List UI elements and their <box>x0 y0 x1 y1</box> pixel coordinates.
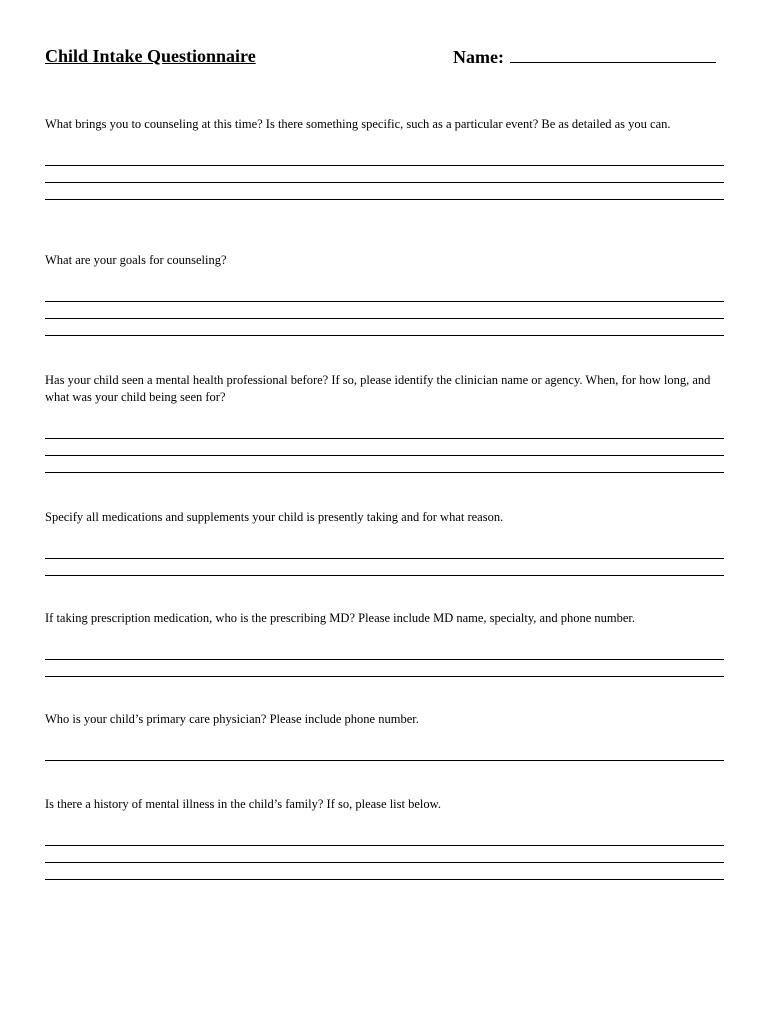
answer-area[interactable] <box>45 422 725 473</box>
document-header <box>45 46 725 74</box>
answer-line[interactable] <box>45 302 724 319</box>
answer-line[interactable] <box>45 660 724 677</box>
question-medications <box>45 509 725 576</box>
answer-area[interactable] <box>45 829 725 880</box>
answer-area[interactable] <box>45 744 725 761</box>
answer-line[interactable] <box>45 149 724 166</box>
answer-area[interactable] <box>45 285 725 336</box>
question-previous-professional <box>45 372 725 473</box>
question-text: If taking prescription medication, who is the prescribing MD? Please include MD name, specialty, and phone number. <box>45 611 636 625</box>
answer-line[interactable] <box>45 319 724 336</box>
question-text: Is there a history of mental illness in the child’s family? If so, please list below. <box>45 797 441 811</box>
answer-line[interactable] <box>45 439 724 456</box>
question-text: Has your child seen a mental health professional before? If so, please identify the clinician name or agency. When, for how long, and what was your child being seen for? <box>45 373 711 404</box>
document-title: Child Intake Questionnaire <box>45 46 256 66</box>
answer-line[interactable] <box>45 559 724 576</box>
question-reason-for-counseling <box>45 116 725 200</box>
answer-line[interactable] <box>45 183 724 200</box>
answer-area[interactable] <box>45 542 725 576</box>
question-primary-care <box>45 711 725 761</box>
question-text: Who is your child’s primary care physician? Please include phone number. <box>45 712 419 726</box>
answer-line[interactable] <box>45 542 724 559</box>
name-field[interactable] <box>453 46 716 68</box>
answer-line[interactable] <box>45 285 724 302</box>
answer-line[interactable] <box>45 863 724 880</box>
answer-line[interactable] <box>45 422 724 439</box>
question-family-history <box>45 796 725 880</box>
answer-line[interactable] <box>45 829 724 846</box>
answer-line[interactable] <box>45 846 724 863</box>
answer-line[interactable] <box>45 456 724 473</box>
answer-line[interactable] <box>45 744 724 761</box>
question-prescribing-md <box>45 610 725 677</box>
question-text: What are your goals for counseling? <box>45 253 227 267</box>
name-blank-line[interactable] <box>510 46 716 63</box>
question-text: What brings you to counseling at this time? Is there something specific, such as a particular event? Be as detailed as you can. <box>45 117 671 131</box>
question-goals <box>45 252 725 336</box>
answer-area[interactable] <box>45 149 725 200</box>
name-label: Name: <box>453 47 504 67</box>
answer-line[interactable] <box>45 166 724 183</box>
question-text: Specify all medications and supplements your child is presently taking and for what reason. <box>45 510 504 524</box>
answer-area[interactable] <box>45 643 725 677</box>
answer-line[interactable] <box>45 643 724 660</box>
